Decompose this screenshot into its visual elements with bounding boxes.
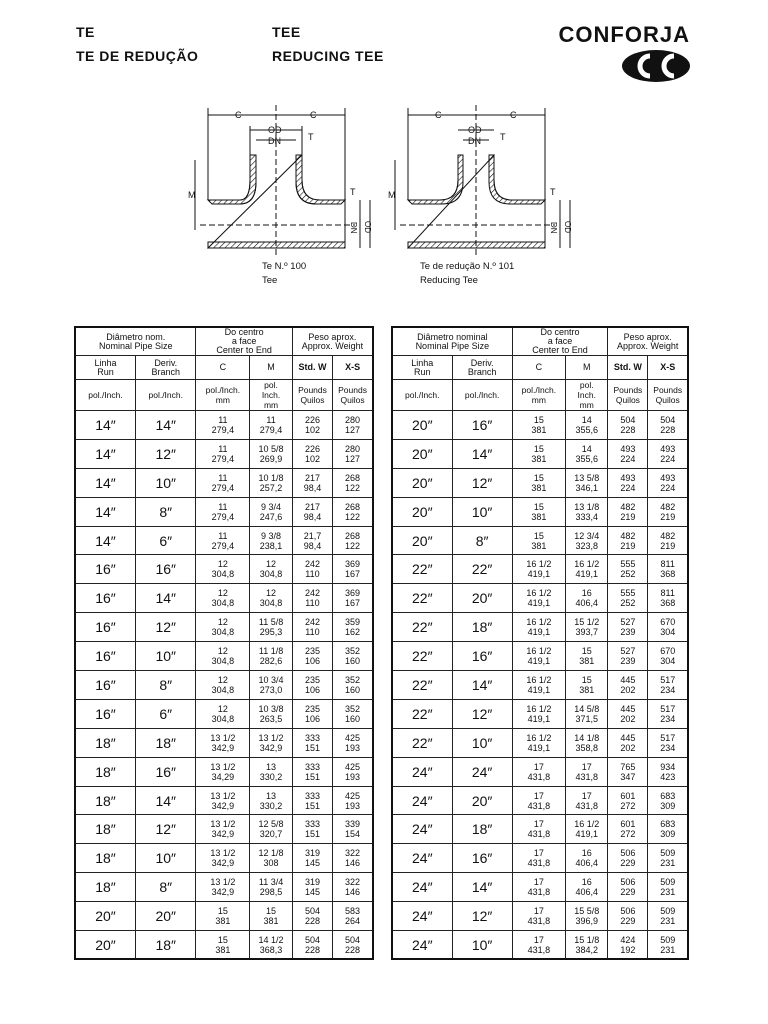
center-m: 17 431,8 xyxy=(566,757,608,786)
run-size: 22″ xyxy=(392,613,452,642)
center-m: 13 330,2 xyxy=(250,786,293,815)
weight-std: 506 229 xyxy=(608,844,648,873)
center-c: 11 279,4 xyxy=(196,411,250,440)
center-c: 17 431,8 xyxy=(512,815,565,844)
run-size: 20″ xyxy=(75,931,135,960)
center-c: 15 381 xyxy=(512,439,565,468)
dim-label-m: M xyxy=(188,190,196,200)
weight-std: 242 110 xyxy=(292,613,332,642)
svg-text:M: M xyxy=(388,190,396,200)
center-c: 12 304,8 xyxy=(196,671,250,700)
weight-xs: 482 219 xyxy=(648,497,688,526)
weight-xs: 583 264 xyxy=(333,902,373,931)
center-m: 9 3/4 247,6 xyxy=(250,497,293,526)
weight-xs: 268 122 xyxy=(333,497,373,526)
table-row xyxy=(392,931,688,960)
weight-std: 482 219 xyxy=(608,497,648,526)
branch-size: 12″ xyxy=(452,902,512,931)
table-row xyxy=(75,613,373,642)
center-c: 17 431,8 xyxy=(512,844,565,873)
branch-size: 20″ xyxy=(452,584,512,613)
run-size: 18″ xyxy=(75,815,135,844)
table-row xyxy=(392,873,688,902)
center-c: 11 279,4 xyxy=(196,439,250,468)
table-row xyxy=(392,642,688,671)
weight-std: 445 202 xyxy=(608,699,648,728)
svg-text:T: T xyxy=(500,132,506,142)
run-size: 22″ xyxy=(392,584,452,613)
branch-size: 8″ xyxy=(135,671,196,700)
weight-xs: 369 167 xyxy=(333,555,373,584)
center-m: 16 406,4 xyxy=(566,844,608,873)
title-reducing-tee: REDUCING TEE xyxy=(272,48,384,64)
left-spec-table: Diâmetro nom. Nominal Pipe Size Do centro a face Center to End Peso aprox. Approx. Weight Linha Run Deriv. Branch C M Std. W X-S pol./Inch. pol./Inch. pol./Inch. mm pol. Inch. mm Pounds Quilos Pounds Quilos 14″ 14″ 11 279,4 11 279,4 226 102 280 127 14″ 12″ 11 279,4 10 5/8 269,9 226 102 280 127 14″ 10″ 11 279,4 10 1/8 257,2 217 98,4 268 122 14″ 8″ 11 279,4 9 3/4 247,6 217 98,4 268 122 14″ 6″ 11 279,4 9 3/8 238,1 21,7 98,4 268 122 16″ 16″ 12 304,8 12 304,8 242 110 369 167 16″ 14″ 12 304,8 12 304,8 242 110 369 167 16″ 12″ 12 304,8 11 5/8 295,3 242 110 359 162 16″ 10″ 12 304,8 11 1/8 282,6 235 106 352 160 16″ 8″ 12 304,8 10 3/4 273,0 235 106 352 160 16″ 6″ 12 304,8 10 3/8 263,5 235 106 352 160 18″ 18″ 13 1/2 342,9 13 1/2 342,9 333 151 425 193 18″ 16″ 13 1/2 34,29 13 330,2 333 151 425 193 18″ 14″ 13 1/2 342,9 13 330,2 333 151 425 193 18″ 12″ 13 1/2 342,9 12 5/8 320,7 333 151 339 154 18″ 10″ 13 1/2 342,9 12 1/8 308 319 145 322 146 18″ 8″ 13 1/2 342,9 11 3/4 298,5 319 145 322 146 20″ 20″ 15 381 15 381 504 228 583 264 20″ 18″ 15 381 14 1/2 368,3 504 228 504 228 xyxy=(74,326,374,960)
weight-std: 445 202 xyxy=(608,671,648,700)
center-m: 14 355,6 xyxy=(566,439,608,468)
center-m: 14 355,6 xyxy=(566,411,608,440)
center-m: 13 330,2 xyxy=(250,757,293,786)
center-c: 16 1/2 419,1 xyxy=(512,699,565,728)
title-te: TE xyxy=(76,24,95,40)
weight-std: 555 252 xyxy=(608,555,648,584)
weight-xs: 322 146 xyxy=(333,844,373,873)
svg-text:DN: DN xyxy=(549,222,558,234)
table-row xyxy=(392,699,688,728)
run-size: 24″ xyxy=(392,815,452,844)
center-m: 11 1/8 282,6 xyxy=(250,642,293,671)
svg-text:T: T xyxy=(550,187,556,197)
branch-size: 14″ xyxy=(452,671,512,700)
center-c: 12 304,8 xyxy=(196,584,250,613)
table-row xyxy=(75,411,373,440)
center-c: 12 304,8 xyxy=(196,642,250,671)
center-m: 17 431,8 xyxy=(566,786,608,815)
title-te-de-reducao: TE DE REDUÇÃO xyxy=(76,48,199,64)
center-c: 17 431,8 xyxy=(512,757,565,786)
weight-xs: 811 368 xyxy=(648,555,688,584)
center-m: 10 1/8 257,2 xyxy=(250,468,293,497)
center-m: 12 1/8 308 xyxy=(250,844,293,873)
weight-std: 506 229 xyxy=(608,902,648,931)
run-size: 14″ xyxy=(75,468,135,497)
center-m: 10 5/8 269,9 xyxy=(250,439,293,468)
table-row xyxy=(75,786,373,815)
table-row xyxy=(392,902,688,931)
svg-text:DN: DN xyxy=(468,136,481,146)
center-c: 15 381 xyxy=(196,931,250,960)
center-m: 15 5/8 396,9 xyxy=(566,902,608,931)
branch-size: 16″ xyxy=(452,642,512,671)
weight-std: 504 228 xyxy=(608,411,648,440)
center-c: 17 431,8 xyxy=(512,931,565,960)
svg-text:DN: DN xyxy=(349,222,358,234)
svg-text:OD: OD xyxy=(363,221,372,233)
weight-std: 527 239 xyxy=(608,613,648,642)
center-c: 16 1/2 419,1 xyxy=(512,671,565,700)
center-m: 10 3/8 263,5 xyxy=(250,699,293,728)
table-row xyxy=(75,555,373,584)
weight-std: 424 192 xyxy=(608,931,648,960)
center-m: 13 1/8 333,4 xyxy=(566,497,608,526)
run-size: 24″ xyxy=(392,786,452,815)
table-row xyxy=(75,468,373,497)
branch-size: 12″ xyxy=(135,439,196,468)
center-c: 16 1/2 419,1 xyxy=(512,642,565,671)
table-row xyxy=(392,555,688,584)
run-size: 14″ xyxy=(75,526,135,555)
table-row xyxy=(392,671,688,700)
branch-size: 12″ xyxy=(135,613,196,642)
conforja-logo xyxy=(620,48,692,84)
branch-size: 16″ xyxy=(135,757,196,786)
weight-std: 555 252 xyxy=(608,584,648,613)
svg-text:OD: OD xyxy=(468,125,482,135)
weight-xs: 369 167 xyxy=(333,584,373,613)
center-c: 16 1/2 419,1 xyxy=(512,728,565,757)
run-size: 16″ xyxy=(75,671,135,700)
center-c: 15 381 xyxy=(512,468,565,497)
table-row xyxy=(75,642,373,671)
title-tee: TEE xyxy=(272,24,301,40)
center-m: 9 3/8 238,1 xyxy=(250,526,293,555)
weight-xs: 934 423 xyxy=(648,757,688,786)
center-m: 10 3/4 273,0 xyxy=(250,671,293,700)
weight-std: 333 151 xyxy=(292,728,332,757)
weight-xs: 683 309 xyxy=(648,815,688,844)
weight-xs: 504 228 xyxy=(333,931,373,960)
weight-xs: 517 234 xyxy=(648,699,688,728)
center-c: 15 381 xyxy=(512,411,565,440)
weight-xs: 268 122 xyxy=(333,526,373,555)
branch-size: 10″ xyxy=(452,728,512,757)
run-size: 22″ xyxy=(392,555,452,584)
table-row xyxy=(75,584,373,613)
weight-xs: 811 368 xyxy=(648,584,688,613)
weight-std: 217 98,4 xyxy=(292,468,332,497)
table-row xyxy=(392,439,688,468)
center-c: 16 1/2 419,1 xyxy=(512,584,565,613)
center-m: 16 406,4 xyxy=(566,873,608,902)
branch-size: 6″ xyxy=(135,526,196,555)
center-m: 15 1/2 393,7 xyxy=(566,613,608,642)
table-row xyxy=(75,699,373,728)
weight-xs: 493 224 xyxy=(648,468,688,497)
center-m: 13 5/8 346,1 xyxy=(566,468,608,497)
run-size: 14″ xyxy=(75,411,135,440)
run-size: 22″ xyxy=(392,642,452,671)
weight-xs: 493 224 xyxy=(648,439,688,468)
branch-size: 18″ xyxy=(135,728,196,757)
run-size: 18″ xyxy=(75,873,135,902)
weight-xs: 425 193 xyxy=(333,728,373,757)
branch-size: 20″ xyxy=(135,902,196,931)
dim-label-c2: C xyxy=(310,110,317,120)
run-size: 20″ xyxy=(392,468,452,497)
table-row xyxy=(392,468,688,497)
branch-size: 12″ xyxy=(135,815,196,844)
weight-xs: 339 154 xyxy=(333,815,373,844)
center-c: 17 431,8 xyxy=(512,873,565,902)
center-m: 15 381 xyxy=(566,642,608,671)
table-row xyxy=(392,844,688,873)
table-row xyxy=(75,931,373,960)
run-size: 18″ xyxy=(75,786,135,815)
center-c: 12 304,8 xyxy=(196,699,250,728)
dim-label-od: OD xyxy=(268,125,282,135)
center-c: 13 1/2 342,9 xyxy=(196,786,250,815)
table-row xyxy=(75,902,373,931)
run-size: 18″ xyxy=(75,728,135,757)
svg-text:C: C xyxy=(435,110,442,120)
branch-size: 10″ xyxy=(452,497,512,526)
weight-xs: 280 127 xyxy=(333,411,373,440)
center-c: 13 1/2 342,9 xyxy=(196,873,250,902)
weight-xs: 425 193 xyxy=(333,786,373,815)
weight-xs: 509 231 xyxy=(648,844,688,873)
dim-label-t: T xyxy=(308,132,314,142)
weight-xs: 425 193 xyxy=(333,757,373,786)
branch-size: 8″ xyxy=(135,873,196,902)
center-m: 11 5/8 295,3 xyxy=(250,613,293,642)
weight-xs: 683 309 xyxy=(648,786,688,815)
table-row xyxy=(75,526,373,555)
weight-std: 601 272 xyxy=(608,815,648,844)
caption-tee: Te N.º 100 Tee xyxy=(262,261,307,286)
run-size: 22″ xyxy=(392,671,452,700)
center-c: 11 279,4 xyxy=(196,526,250,555)
weight-std: 504 228 xyxy=(292,931,332,960)
branch-size: 16″ xyxy=(452,844,512,873)
run-size: 24″ xyxy=(392,844,452,873)
weight-xs: 670 304 xyxy=(648,613,688,642)
branch-size: 16″ xyxy=(135,555,196,584)
brand-name: CONFORJA xyxy=(558,22,690,47)
run-size: 20″ xyxy=(392,439,452,468)
run-size: 24″ xyxy=(392,873,452,902)
run-size: 20″ xyxy=(392,497,452,526)
run-size: 14″ xyxy=(75,439,135,468)
branch-size: 14″ xyxy=(135,411,196,440)
dim-label-c1: C xyxy=(235,110,242,120)
weight-xs: 280 127 xyxy=(333,439,373,468)
branch-size: 20″ xyxy=(452,786,512,815)
run-size: 16″ xyxy=(75,584,135,613)
branch-size: 10″ xyxy=(135,844,196,873)
center-c: 13 1/2 342,9 xyxy=(196,728,250,757)
branch-size: 14″ xyxy=(135,584,196,613)
branch-size: 12″ xyxy=(452,699,512,728)
weight-std: 506 229 xyxy=(608,873,648,902)
center-c: 17 431,8 xyxy=(512,902,565,931)
table-row xyxy=(392,728,688,757)
weight-std: 333 151 xyxy=(292,786,332,815)
weight-std: 333 151 xyxy=(292,757,332,786)
weight-xs: 322 146 xyxy=(333,873,373,902)
weight-std: 765 347 xyxy=(608,757,648,786)
center-m: 14 1/2 368,3 xyxy=(250,931,293,960)
run-size: 18″ xyxy=(75,844,135,873)
center-m: 16 1/2 419,1 xyxy=(566,815,608,844)
table-row xyxy=(392,497,688,526)
weight-std: 235 106 xyxy=(292,642,332,671)
center-m: 15 381 xyxy=(250,902,293,931)
center-c: 15 381 xyxy=(512,497,565,526)
weight-xs: 268 122 xyxy=(333,468,373,497)
weight-xs: 482 219 xyxy=(648,526,688,555)
weight-std: 217 98,4 xyxy=(292,497,332,526)
center-c: 13 1/2 34,29 xyxy=(196,757,250,786)
run-size: 20″ xyxy=(75,902,135,931)
center-m: 16 406,4 xyxy=(566,584,608,613)
branch-size: 8″ xyxy=(452,526,512,555)
weight-std: 21,7 98,4 xyxy=(292,526,332,555)
table-row xyxy=(392,757,688,786)
weight-std: 319 145 xyxy=(292,873,332,902)
branch-size: 10″ xyxy=(135,468,196,497)
run-size: 22″ xyxy=(392,699,452,728)
table-row xyxy=(75,497,373,526)
table-row xyxy=(75,671,373,700)
weight-std: 226 102 xyxy=(292,411,332,440)
branch-size: 10″ xyxy=(135,642,196,671)
table-row xyxy=(392,613,688,642)
run-size: 20″ xyxy=(392,526,452,555)
run-size: 24″ xyxy=(392,902,452,931)
weight-std: 226 102 xyxy=(292,439,332,468)
weight-xs: 517 234 xyxy=(648,671,688,700)
branch-size: 14″ xyxy=(452,439,512,468)
branch-size: 18″ xyxy=(452,815,512,844)
center-m: 14 1/8 358,8 xyxy=(566,728,608,757)
table-row xyxy=(75,844,373,873)
weight-std: 482 219 xyxy=(608,526,648,555)
center-c: 12 304,8 xyxy=(196,613,250,642)
weight-std: 319 145 xyxy=(292,844,332,873)
branch-size: 24″ xyxy=(452,757,512,786)
weight-xs: 509 231 xyxy=(648,902,688,931)
weight-std: 493 224 xyxy=(608,439,648,468)
center-m: 12 304,8 xyxy=(250,555,293,584)
branch-size: 18″ xyxy=(452,613,512,642)
center-m: 12 5/8 320,7 xyxy=(250,815,293,844)
run-size: 22″ xyxy=(392,728,452,757)
table-row xyxy=(392,411,688,440)
weight-std: 235 106 xyxy=(292,699,332,728)
weight-std: 504 228 xyxy=(292,902,332,931)
dim-label-t2: T xyxy=(350,187,356,197)
center-c: 17 431,8 xyxy=(512,786,565,815)
weight-std: 445 202 xyxy=(608,728,648,757)
center-m: 14 5/8 371,5 xyxy=(566,699,608,728)
run-size: 16″ xyxy=(75,613,135,642)
branch-size: 8″ xyxy=(135,497,196,526)
center-c: 15 381 xyxy=(196,902,250,931)
table-row xyxy=(392,815,688,844)
branch-size: 6″ xyxy=(135,699,196,728)
weight-std: 242 110 xyxy=(292,555,332,584)
branch-size: 14″ xyxy=(135,786,196,815)
caption-reducing-tee: Te de redução N.º 101 Reducing Tee xyxy=(420,261,515,286)
table-row xyxy=(392,786,688,815)
table-row xyxy=(75,757,373,786)
weight-std: 235 106 xyxy=(292,671,332,700)
svg-text:C: C xyxy=(510,110,517,120)
table-row xyxy=(75,815,373,844)
weight-xs: 670 304 xyxy=(648,642,688,671)
weight-xs: 352 160 xyxy=(333,699,373,728)
weight-xs: 352 160 xyxy=(333,671,373,700)
weight-xs: 509 231 xyxy=(648,873,688,902)
center-m: 11 279,4 xyxy=(250,411,293,440)
table-row xyxy=(392,584,688,613)
run-size: 16″ xyxy=(75,642,135,671)
branch-size: 10″ xyxy=(452,931,512,960)
branch-size: 16″ xyxy=(452,411,512,440)
tee-drawing xyxy=(180,100,380,260)
center-c: 15 381 xyxy=(512,526,565,555)
table-row xyxy=(75,873,373,902)
center-c: 16 1/2 419,1 xyxy=(512,555,565,584)
center-m: 12 304,8 xyxy=(250,584,293,613)
branch-size: 14″ xyxy=(452,873,512,902)
reducing-tee-drawing xyxy=(380,100,580,260)
center-m: 15 381 xyxy=(566,671,608,700)
weight-xs: 352 160 xyxy=(333,642,373,671)
center-m: 15 1/8 384,2 xyxy=(566,931,608,960)
run-size: 24″ xyxy=(392,931,452,960)
weight-xs: 359 162 xyxy=(333,613,373,642)
run-size: 16″ xyxy=(75,699,135,728)
run-size: 24″ xyxy=(392,757,452,786)
center-c: 16 1/2 419,1 xyxy=(512,613,565,642)
center-m: 16 1/2 419,1 xyxy=(566,555,608,584)
branch-size: 18″ xyxy=(135,931,196,960)
center-c: 13 1/2 342,9 xyxy=(196,844,250,873)
run-size: 16″ xyxy=(75,555,135,584)
dim-label-dn: DN xyxy=(268,136,281,146)
svg-text:OD: OD xyxy=(563,221,572,233)
table-row xyxy=(75,728,373,757)
weight-std: 527 239 xyxy=(608,642,648,671)
run-size: 18″ xyxy=(75,757,135,786)
weight-std: 242 110 xyxy=(292,584,332,613)
center-c: 13 1/2 342,9 xyxy=(196,815,250,844)
weight-std: 601 272 xyxy=(608,786,648,815)
branch-size: 22″ xyxy=(452,555,512,584)
center-c: 12 304,8 xyxy=(196,555,250,584)
weight-std: 493 224 xyxy=(608,468,648,497)
center-m: 11 3/4 298,5 xyxy=(250,873,293,902)
run-size: 20″ xyxy=(392,411,452,440)
center-c: 11 279,4 xyxy=(196,497,250,526)
right-spec-table: Diâmetro nominal Nominal Pipe Size Do centro a face Center to End Peso aprox. Approx. Weight Linha Run Deriv. Branch C M Std. W X-S pol./Inch. pol./Inch. pol./Inch. mm pol. Inch. mm Pounds Quilos Pounds Quilos 20″ 16″ 15 381 14 355,6 504 228 504 228 20″ 14″ 15 381 14 355,6 493 224 493 224 20″ 12″ 15 381 13 5/8 346,1 493 224 493 224 20″ 10″ 15 381 13 1/8 333,4 482 219 482 219 20″ 8″ 15 381 12 3/4 323,8 482 219 482 219 22″ 22″ 16 1/2 419,1 16 1/2 419,1 555 252 811 368 22″ 20″ 16 1/2 419,1 16 406,4 555 252 811 368 22″ 18″ 16 1/2 419,1 15 1/2 393,7 527 239 670 304 22″ 16″ 16 1/2 419,1 15 381 527 239 670 304 22″ 14″ 16 1/2 419,1 15 381 445 202 517 234 22″ 12″ 16 1/2 419,1 14 5/8 371,5 445 202 517 234 22″ 10″ 16 1/2 419,1 14 1/8 358,8 445 202 517 234 24″ 24″ 17 431,8 17 431,8 765 347 934 423 24″ 20″ 17 431,8 17 431,8 601 272 683 309 24″ 18″ 17 431,8 16 1/2 419,1 601 272 683 309 24″ 16″ 17 431,8 16 406,4 506 229 509 231 24″ 14″ 17 431,8 16 406,4 506 229 509 231 24″ 12″ 17 431,8 15 5/8 396,9 506 229 509 231 24″ 10″ 17 431,8 15 1/8 384,2 424 192 509 231 xyxy=(391,326,689,960)
center-m: 13 1/2 342,9 xyxy=(250,728,293,757)
run-size: 14″ xyxy=(75,497,135,526)
center-c: 11 279,4 xyxy=(196,468,250,497)
center-m: 12 3/4 323,8 xyxy=(566,526,608,555)
weight-xs: 517 234 xyxy=(648,728,688,757)
weight-std: 333 151 xyxy=(292,815,332,844)
table-row xyxy=(392,526,688,555)
table-row xyxy=(75,439,373,468)
branch-size: 12″ xyxy=(452,468,512,497)
weight-xs: 509 231 xyxy=(648,931,688,960)
weight-xs: 504 228 xyxy=(648,411,688,440)
